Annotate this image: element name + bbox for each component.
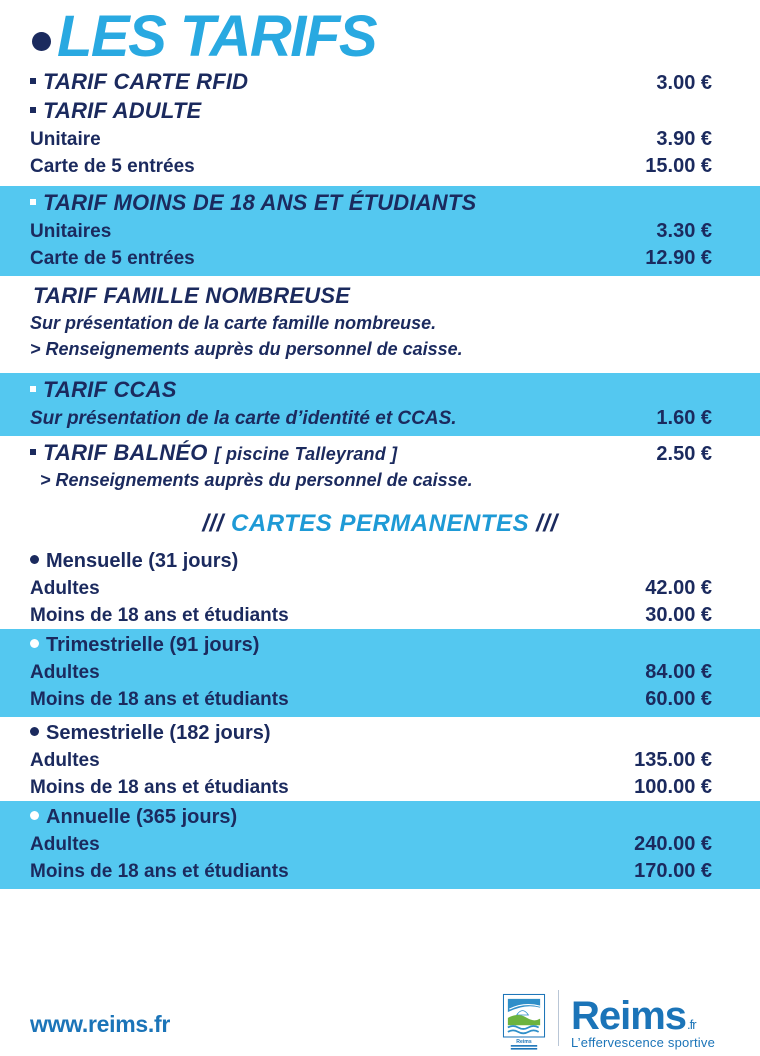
adulte-row-price: 3.90 € — [656, 128, 712, 150]
square-bullet-icon — [30, 449, 36, 455]
card-row-label: Moins de 18 ans et étudiants — [30, 689, 289, 710]
rfid-price: 3.00 € — [656, 72, 712, 94]
card-annuelle — [0, 801, 760, 889]
adulte-heading-label: TARIF ADULTE — [43, 98, 202, 123]
round-bullet-icon — [30, 639, 39, 648]
table-row — [30, 747, 712, 774]
section-adulte — [0, 97, 760, 180]
row-ccas-heading — [30, 376, 712, 405]
card-name-row — [30, 720, 712, 747]
square-bullet-icon — [30, 107, 36, 113]
square-bullet-icon — [30, 78, 36, 84]
adulte-row-label: Unitaire — [30, 129, 101, 150]
reims-logo-text — [570, 994, 696, 1038]
table-row — [30, 858, 712, 885]
round-bullet-icon — [30, 727, 39, 736]
card-row-price: 100.00 € — [634, 776, 712, 798]
card-name-label: Trimestrielle (91 jours) — [46, 634, 260, 656]
card-row-label: Adultes — [30, 834, 100, 855]
card-name-label: Semestrielle (182 jours) — [46, 722, 271, 744]
moins18-heading-label: TARIF MOINS DE 18 ANS ET ÉTUDIANTS — [43, 190, 477, 215]
round-bullet-icon — [30, 811, 39, 820]
ccas-note: Sur présentation de la carte d’identité et CCAS. — [30, 408, 457, 429]
card-row-label: Adultes — [30, 662, 100, 683]
adulte-row-label: Carte de 5 entrées — [30, 156, 195, 177]
square-bullet-icon — [30, 386, 36, 392]
logo-divider — [558, 990, 559, 1046]
website-url[interactable]: www.reims.fr — [30, 1011, 170, 1037]
section-ccas — [0, 373, 760, 436]
adulte-row-price: 15.00 € — [645, 155, 712, 177]
card-row-price: 30.00 € — [645, 604, 712, 626]
reims-crest-icon — [502, 993, 546, 1050]
slash-right-icon: /// — [536, 510, 558, 537]
table-row — [30, 774, 712, 801]
balneo-heading-suffix: [ piscine Talleyrand ] — [214, 444, 398, 464]
card-mensuelle — [0, 548, 760, 629]
card-name-label: Mensuelle (31 jours) — [46, 550, 239, 572]
balneo-price: 2.50 € — [656, 443, 712, 465]
footer-logos — [502, 990, 715, 1050]
card-row-price: 60.00 € — [645, 688, 712, 710]
reims-wordmark — [570, 994, 715, 1050]
card-name-row — [30, 804, 712, 831]
table-row — [30, 153, 712, 180]
card-trimestrielle — [0, 629, 760, 717]
card-row-label: Adultes — [30, 578, 100, 599]
table-row — [30, 575, 712, 602]
table-row — [30, 686, 712, 713]
table-row — [30, 659, 712, 686]
row-balneo-heading — [30, 439, 712, 468]
famille-heading-label: TARIF FAMILLE NOMBREUSE — [33, 283, 351, 308]
card-row-label: Moins de 18 ans et étudiants — [30, 861, 289, 882]
row-adulte-heading — [30, 97, 712, 126]
cartes-permanentes-title: CARTES PERMANENTES — [231, 510, 529, 537]
card-row-price: 170.00 € — [634, 860, 712, 882]
cartes-permanentes-header — [0, 494, 760, 548]
moins18-row-label: Carte de 5 entrées — [30, 248, 195, 269]
card-row-label: Adultes — [30, 750, 100, 771]
moins18-row-label: Unitaires — [30, 221, 112, 242]
section-rfid — [0, 68, 760, 97]
title-bullet-icon — [32, 32, 51, 51]
ccas-heading-label: TARIF CCAS — [43, 377, 177, 402]
table-row — [30, 245, 712, 272]
table-row — [30, 126, 712, 153]
reims-logo-word: Reims — [570, 994, 687, 1038]
rfid-heading-label: TARIF CARTE RFID — [43, 69, 249, 94]
card-row-label: Moins de 18 ans et étudiants — [30, 605, 289, 626]
round-bullet-icon — [30, 555, 39, 564]
card-row-price: 240.00 € — [634, 833, 712, 855]
card-row-price: 84.00 € — [645, 661, 712, 683]
card-name-row — [30, 548, 712, 575]
balneo-heading-label: TARIF BALNÉO — [43, 440, 208, 465]
section-moins-18 — [0, 186, 760, 276]
row-rfid-heading — [30, 68, 712, 97]
card-name-row — [30, 632, 712, 659]
table-row — [30, 218, 712, 245]
svg-text:Reims: Reims — [516, 1038, 532, 1045]
slash-left-icon: /// — [202, 510, 224, 537]
reims-logo-tld: .fr — [687, 1017, 696, 1032]
famille-note-1: Sur présentation de la carte famille nombreuse. — [30, 313, 437, 333]
section-balneo — [0, 436, 760, 494]
section-famille — [0, 276, 760, 363]
card-semestrielle — [0, 717, 760, 801]
table-row — [30, 831, 712, 858]
reims-tagline: L’effervescence sportive — [570, 1035, 715, 1050]
famille-note-2: > Renseignements auprès du personnel de caisse. — [30, 339, 463, 359]
page-footer — [0, 982, 760, 1056]
row-moins18-heading — [30, 189, 712, 218]
balneo-note: > Renseignements auprès du personnel de caisse. — [40, 470, 473, 490]
row-famille-heading — [30, 282, 712, 311]
table-row — [30, 602, 712, 629]
moins18-row-price: 3.30 € — [656, 220, 712, 242]
square-bullet-icon — [30, 199, 36, 205]
card-row-price: 135.00 € — [634, 749, 712, 771]
table-row — [30, 405, 712, 432]
card-row-price: 42.00 € — [645, 577, 712, 599]
moins18-row-price: 12.90 € — [645, 247, 712, 269]
page-title — [0, 0, 760, 68]
card-name-label: Annuelle (365 jours) — [46, 806, 238, 828]
ccas-price: 1.60 € — [656, 407, 712, 429]
card-row-label: Moins de 18 ans et étudiants — [30, 777, 289, 798]
page-title-text: LES TARIFS — [57, 4, 377, 69]
